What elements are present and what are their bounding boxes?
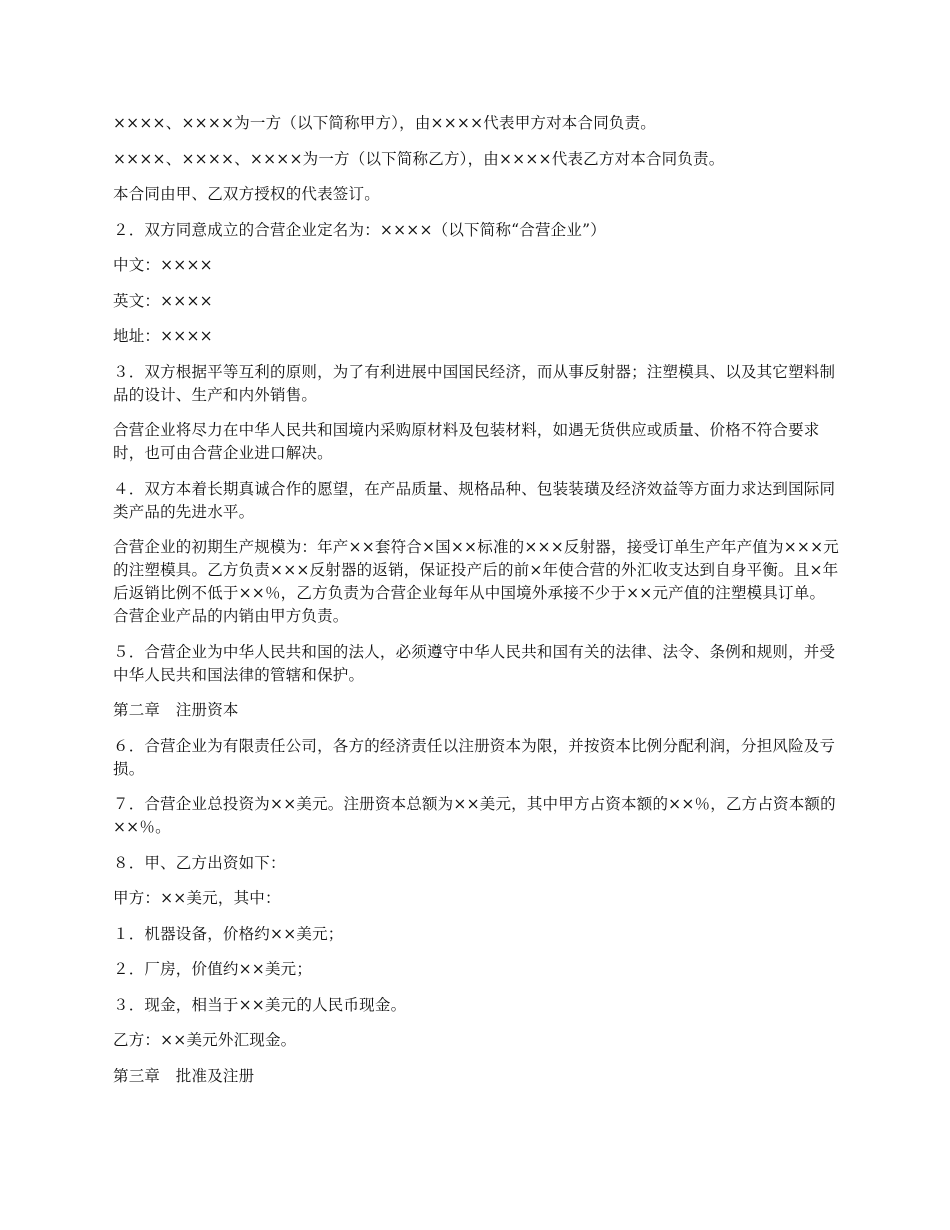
party-a-contribution-line: 甲方：××美元，其中： — [113, 889, 281, 907]
chinese-name-line: 中文：×××× — [113, 256, 213, 274]
signing-paragraph: 本合同由甲、乙双方授权的代表签订。 — [113, 185, 380, 203]
production-scale-paragraph: 合营企业的初期生产规模为：年产××套符合×国××标准的×××反射器，接受订单生产年产值为×××元的注塑模具。乙方负责×××反射器的返销，保证投产后的前×年使合营的外汇收支达到自身平衡。且×年后返销比例不低于××％，乙方负责为合营企业每年从中国境外承接不少于××元产值的注塑模具订单。合营企业产品的内销由甲方负责。 — [113, 538, 839, 625]
english-name-line: 英文：×××× — [113, 291, 213, 310]
clause-4-paragraph: ４．双方本着长期真诚合作的愿望，在产品质量、规格品种、包装装璜及经济效益等方面力求达到国际同类产品的先进水平。 — [113, 479, 836, 521]
party-a-paragraph: ××××、××××为一方（以下简称甲方），由××××代表甲方对本合同负责。 — [113, 114, 656, 132]
address-line: 地址：×××× — [113, 327, 213, 345]
contribution-item-2: ２．厂房，价值约××美元； — [113, 960, 313, 978]
clause-3-paragraph: ３．双方根据平等互利的原则，为了有利进展中国国民经济，而从事反射器；注塑模具、以及其它塑料制品的设计、生产和内外销售。 — [113, 362, 836, 404]
chapter-3-heading: 第三章 批准及注册 — [113, 1066, 255, 1085]
contribution-item-1: １．机器设备，价格约××美元； — [113, 924, 344, 943]
party-b-contribution-line: 乙方：××美元外汇现金。 — [113, 1031, 297, 1049]
contribution-item-3: ３．现金，相当于××美元的人民币现金。 — [113, 995, 407, 1014]
clause-2-paragraph: ２．双方同意成立的合营企业定名为：××××（以下简称“合营企业”） — [113, 220, 606, 239]
procurement-paragraph: 合营企业将尽力在中华人民共和国境内采购原材料及包装材料，如遇无货供应或质量、价格不符合要求时，也可由合营企业进口解决。 — [113, 421, 820, 462]
chapter-2-heading: 第二章 注册资本 — [113, 701, 239, 719]
clause-8-paragraph: ８．甲、乙方出资如下： — [113, 853, 286, 872]
clause-6-paragraph: ６．合营企业为有限责任公司，各方的经济责任以注册资本为限，并按资本比例分配利润，分担风险及亏损。 — [113, 736, 836, 778]
clause-5-paragraph: ５．合营企业为中华人民共和国的法人，必须遵守中华人民共和国有关的法律、法令、条例和规则，并受中华人民共和国法律的管辖和保护。 — [113, 642, 836, 684]
party-b-paragraph: ××××、××××、××××为一方（以下简称乙方），由××××代表乙方对本合同负责。 — [113, 149, 725, 168]
clause-7-paragraph: ７．合营企业总投资为××美元。注册资本总额为××美元，其中甲方占资本额的××％，乙方占资本额的××％。 — [113, 795, 836, 836]
